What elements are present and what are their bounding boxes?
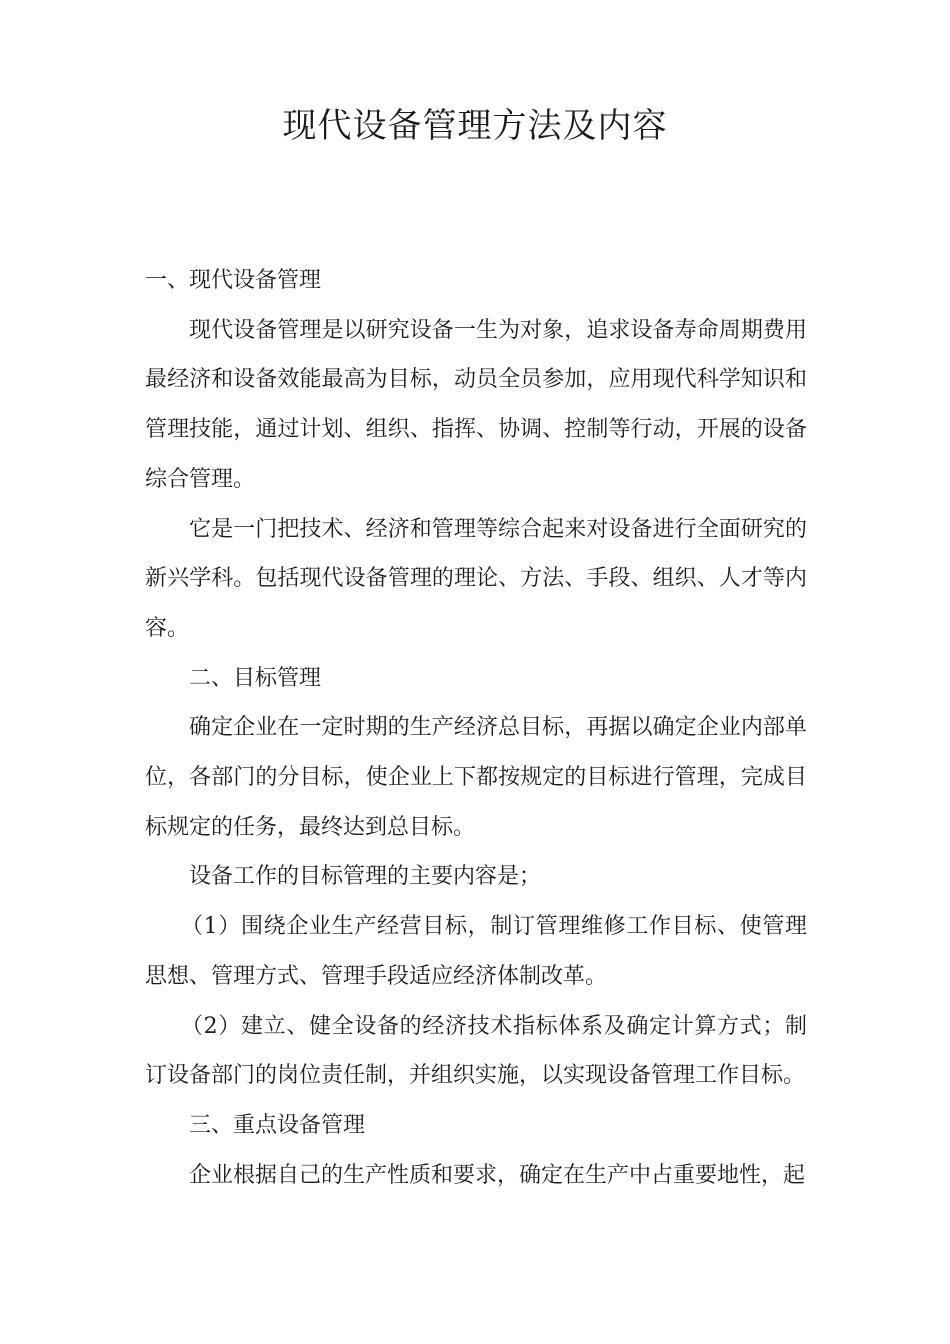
section-heading-modern-equipment-management: 一、现代设备管理 — [145, 268, 322, 293]
paragraph-key-equipment-start: 企业根据自己的生产性质和要求，确定在生产中占重要地性，起 — [189, 1162, 806, 1188]
paragraph-objective-definition: 确定企业在一定时期的生产经济总目标，再据以确定企业内部单位，各部门的分目标，使企业上下都按规定的目标进行管理，完成目标规定的任务，最终达到总目标。 — [145, 715, 807, 840]
section-heading-objective-management: 二、目标管理 — [189, 665, 322, 691]
paragraph-discipline: 它是一门把技术、经济和管理等综合起来对设备进行全面研究的新兴学科。包括现代设备管理的理论、方法、手段、组织、人才等内容。 — [145, 516, 807, 641]
paragraph-definition: 现代设备管理是以研究设备一生为对象，追求设备寿命周期费用最经济和设备效能最高为目标，动员全员参加，应用现代科学知识和管理技能，通过计划、组织、指挥、协调、控制等行动，开展的设备综合管理。 — [145, 317, 807, 492]
list-item-1: （1）围绕企业生产经营目标，制订管理维修工作目标、使管理思想、管理方式、管理手段适应经济体制改革。 — [145, 914, 807, 989]
list-item-2: （2）建立、健全设备的经济技术指标体系及确定计算方式；制订设备部门的岗位责任制，并组织实施，以实现设备管理工作目标。 — [145, 1013, 807, 1089]
document-title: 现代设备管理方法及内容 — [282, 106, 668, 146]
document-body — [145, 256, 807, 1200]
paragraph-objective-contents-intro: 设备工作的目标管理的主要内容是； — [189, 864, 542, 890]
section-heading-key-equipment-management: 三、重点设备管理 — [189, 1112, 366, 1138]
